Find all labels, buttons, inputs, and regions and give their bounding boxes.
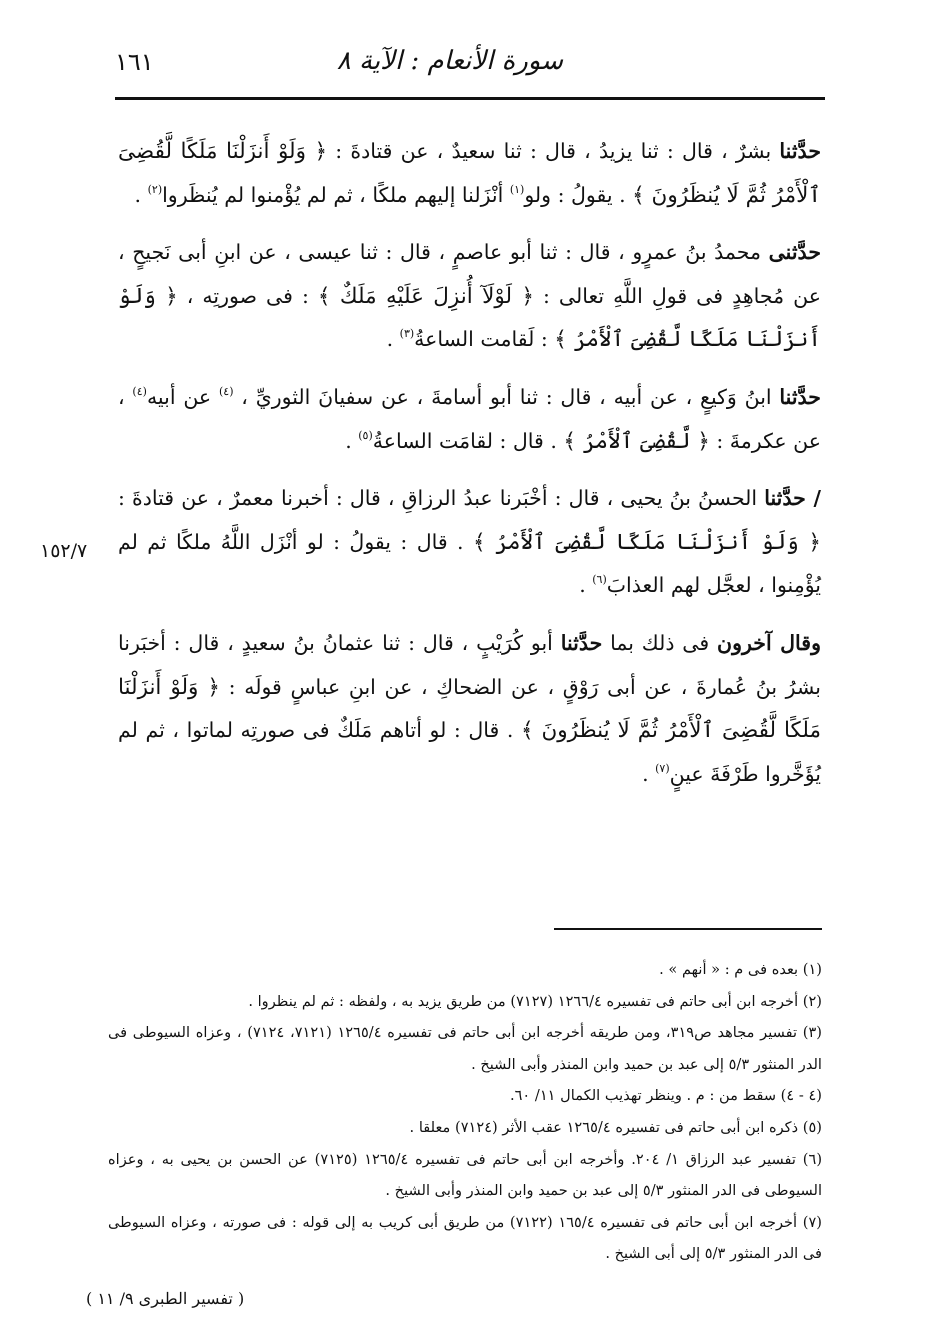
footnote-rule xyxy=(554,928,822,930)
footnote: (٥) ذكره ابن أبى حاتم فى تفسيره ١٢٦٥/٤ عقب الأثر (٧١٢٤) معلقا . xyxy=(409,1118,822,1136)
footnote: (٤ - ٤) سقط من : م . وينظر تهذيب الكمال ١١/ ٦٠. xyxy=(509,1087,822,1105)
narration-lead: حدَّثنا xyxy=(779,384,821,409)
text-segment: ابنُ وَكيعٍ ، عن أبيه ، قال : ثنا أبو أسامةَ ، عن سفيانَ الثوريِّ ، xyxy=(233,384,780,409)
paragraph-4 xyxy=(118,477,821,608)
narration-lead: حدَّثنا xyxy=(779,139,821,163)
text-segment: ، عن عكرمةَ : xyxy=(118,384,821,453)
footnote: (٢) أخرجه ابن أبى حاتم فى تفسيره ١٢٦٦/٤ (٧١٢٧) من طريق يزيد به ، ولفظه : ثم لم ينظروا . xyxy=(248,992,822,1010)
text-segment: . قال : يقولُ : لو أنْزَل اللَّهُ ملكًا ثم لم يُؤْمِنوا ، لعجَّل لهم العذابَ xyxy=(118,529,821,598)
footnote: (٦) تفسير عبد الرزاق ١/ ٢٠٤. وأخرجه ابن أبى حاتم فى تفسيره ١٢٦٥/٤ (٧١٢٥) عن الحسن بن يحيى به ، وعزاه السيوطى فى الدر المنثور ٥/٣ إلى عبد بن حميد وابن المنذر وأبى الشيخ . xyxy=(108,1150,823,1200)
text-segment: : فى صورتِه ، xyxy=(177,283,318,308)
footnote-ref[interactable]: (٧) xyxy=(655,761,670,775)
quran-verse: ﴿ لَوْلَآ أُنزِلَ عَلَيْهِ مَلَكٌ ﴾ xyxy=(317,283,534,309)
narration-lead: حدَّثنا xyxy=(560,630,603,655)
text-segment: . قال : لقامَت الساعةُ xyxy=(372,428,564,453)
footnote: (١) بعده فى م : « أنهم » . xyxy=(659,961,822,978)
text-segment: . xyxy=(579,573,593,598)
header-rule xyxy=(115,97,825,100)
narration-lead: وقال آخرون xyxy=(717,630,821,655)
footnote-ref[interactable]: (٤) xyxy=(218,384,234,398)
text-segment: . xyxy=(386,327,400,352)
paragraph-2 xyxy=(118,231,821,362)
quran-verse: ﴿ لَّقُضِىَ ٱلْأَمْرُ ﴾ xyxy=(563,428,710,454)
footnotes xyxy=(108,954,822,1270)
text-segment: بشرٌ ، قال : ثنا يزيدُ ، قال : ثنا سعيدٌ ، عن قتادةَ : xyxy=(327,139,780,163)
text-segment: . xyxy=(134,182,148,207)
volume-reference: ( تفسير الطبرى ٩/ ١١ ) xyxy=(86,1289,245,1308)
text-segment: فى ذلك بما xyxy=(602,630,718,655)
narration-lead: / حدَّثنا xyxy=(764,486,821,511)
footnote: (٧) أخرجه ابن أبى حاتم فى تفسيره ١٦٥/٤ (٧١٢٢) من طريق أبى كريب به إلى قوله : فى صورته ، وعزاه السيوطى فى الدر المنثور ٥/٣ إلى أبى الشيخ . xyxy=(108,1213,822,1263)
quran-verse: ﴿ وَلَوْ أَنزَلْنَا مَلَكًا لَّقُضِىَ ٱلْأَمْرُ ثُمَّ لَا يُنظَرُونَ ﴾ xyxy=(118,139,821,208)
text-segment: . قال : لو أتاهم مَلَكٌ فى صورتِه لماتوا ، ثم لم يُؤَخَّروا طَرْفَةَ عينٍ xyxy=(118,718,821,786)
footnote-ref[interactable]: (٦) xyxy=(592,573,607,587)
footnote-ref[interactable]: (٣) xyxy=(399,327,415,341)
text-segment: : لَقامت الساعةُ xyxy=(414,327,555,352)
narration-lead: حدَّثنى xyxy=(768,240,821,265)
paragraph-1 xyxy=(118,130,821,217)
footnote-ref[interactable]: (١) xyxy=(509,182,525,196)
running-title: سورة الأنعام : الآية ٨ xyxy=(336,46,563,76)
paragraph-3 xyxy=(118,376,821,463)
text-segment: عن أبيه xyxy=(146,384,219,409)
footnote: (٣) تفسير مجاهد ص٣١٩، ومن طريقه أخرجه ابن أبى حاتم فى تفسيره ١٢٦٥/٤ (٧١٢١، ٧١٢٤) ، وعزاه السيوطى فى الدر المنثور ٥/٣ إلى عبد بن حميد وابن المنذر وأبى الشيخ . xyxy=(108,1024,822,1073)
page-number: ١٦١ xyxy=(115,48,154,76)
footnote-ref[interactable]: (٤) xyxy=(132,384,147,398)
margin-note: ١٥٢/٧ xyxy=(40,540,88,562)
text-segment: أبو كُرَيْبٍ ، قال : ثنا عثمانُ بنُ سعيدٍ ، قال : أخبَرنا بشرُ بنُ عُمارةَ ، عن أبى رَوْقٍ ، عن الضحاكِ ، عن ابنِ عباسٍ قولَه : xyxy=(118,630,821,699)
paragraph-5 xyxy=(118,622,821,796)
text-segment: محمدُ بنُ عمرٍو ، قال : ثنا أبو عاصمٍ ، قال : ثنا عيسى ، عن ابنِ أبى نَجيحٍ ، عن مُجاهِدٍ فى قولِ اللَّهِ تعالى : xyxy=(118,240,821,308)
page-header xyxy=(115,44,825,84)
footnote-ref[interactable]: (٢) xyxy=(147,182,163,196)
text-segment: . xyxy=(345,428,359,453)
body-text xyxy=(118,130,821,810)
text-segment: . xyxy=(642,761,656,786)
footnote-ref[interactable]: (٥) xyxy=(358,428,373,442)
quran-verse: ﴿ وَلَوْ أَنزَلْنَا مَلَكًا لَّقُضِىَ ٱلْأَمْرُ ثُمَّ لَا يُنظَرُونَ ﴾ xyxy=(118,674,821,744)
text-segment: الحسنُ بنُ يحيى ، قال : أخْبَرنا عبدُ الرزاقِ ، قال : أخبرنا معمرٌ ، عن قتادةَ : xyxy=(118,486,765,511)
text-segment: . يقولُ : ولو xyxy=(524,182,633,207)
quran-verse: ﴿ وَلَوْ أَنزَلْنَا مَلَكًا لَّقُضِىَ ٱلْأَمْرُ ﴾ xyxy=(118,283,821,353)
quran-verse: ﴿ وَلَوْ أَنزَلْنَا مَلَكًا لَّقُضِىَ ٱلْأَمْرُ ﴾ xyxy=(472,529,821,555)
text-segment: أنْزَلنا إليهم ملكًا ، ثم لم يُؤْمنوا لم يُنظَروا xyxy=(162,182,510,207)
